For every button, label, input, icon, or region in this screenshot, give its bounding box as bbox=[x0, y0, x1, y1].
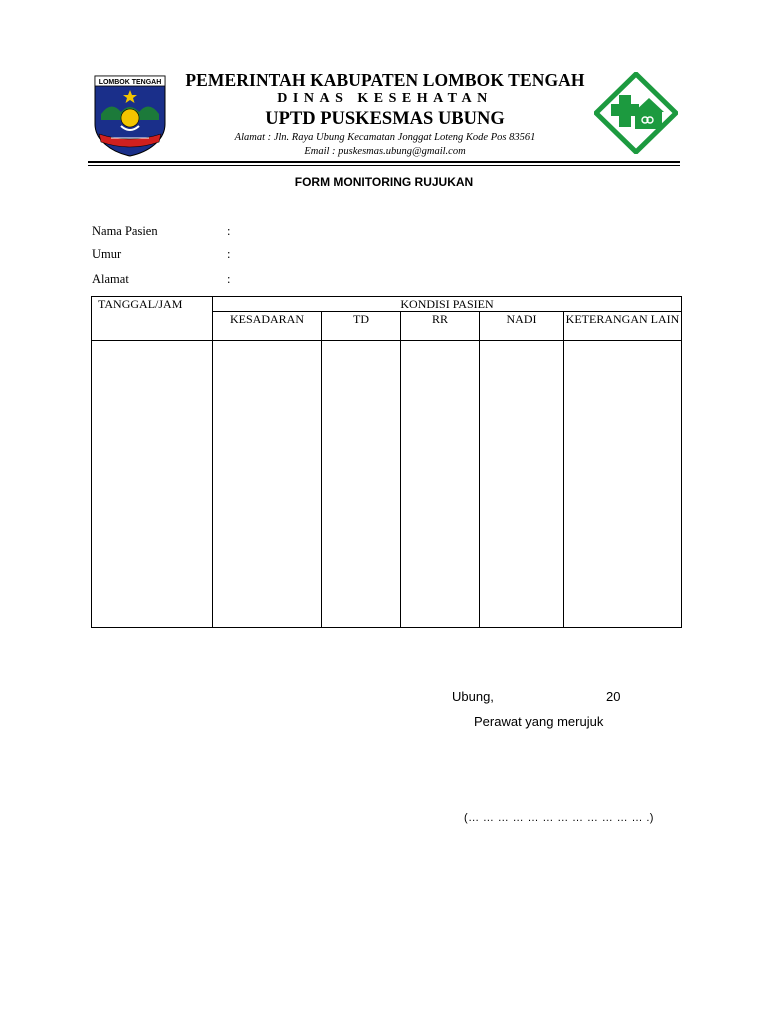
field-label: Alamat bbox=[92, 272, 129, 286]
field-age bbox=[92, 247, 231, 262]
form-title: FORM MONITORING RUJUKAN bbox=[294, 175, 474, 189]
field-colon: : bbox=[227, 272, 231, 286]
header-rule-thick bbox=[88, 161, 680, 163]
signature-role: Perawat yang merujuk bbox=[474, 714, 604, 729]
header-institution: UPTD PUSKESMAS UBUNG bbox=[265, 109, 505, 129]
puskesmas-logo bbox=[594, 72, 678, 154]
signature-name-placeholder: (… … … … … … … … … … … … .) bbox=[464, 812, 654, 824]
field-patient-name bbox=[92, 224, 231, 239]
header-td: TD bbox=[322, 312, 401, 341]
header-department: DINAS KESEHATAN bbox=[277, 91, 493, 106]
cell-consciousness[interactable] bbox=[213, 341, 322, 628]
field-colon: : bbox=[227, 224, 231, 238]
cell-date-time[interactable] bbox=[92, 341, 213, 628]
header-address: Alamat : Jln. Raya Ubung Kecamatan Jonggat Loteng Kode Pos 83561 bbox=[234, 132, 536, 143]
table-row bbox=[92, 341, 682, 628]
lombok-tengah-emblem bbox=[91, 74, 169, 158]
emblem-text: LOMBOK TENGAH bbox=[98, 79, 162, 86]
monitoring-table bbox=[91, 296, 682, 628]
signature-year: 20 bbox=[606, 689, 621, 704]
header-consciousness: KESADARAN bbox=[213, 312, 322, 341]
cell-rr[interactable] bbox=[401, 341, 480, 628]
header-government: PEMERINTAH KABUPATEN LOMBOK TENGAH bbox=[185, 70, 585, 90]
field-label: Nama Pasien bbox=[92, 224, 158, 238]
header-patient-condition: KONDISI PASIEN bbox=[213, 297, 682, 312]
header-pulse: NADI bbox=[480, 312, 564, 341]
cell-other-notes[interactable] bbox=[564, 341, 682, 628]
cell-td[interactable] bbox=[322, 341, 401, 628]
field-address bbox=[92, 272, 231, 287]
field-label: Umur bbox=[92, 247, 122, 261]
header-other-notes: KETERANGAN LAIN bbox=[564, 312, 682, 341]
header-rule-thin bbox=[88, 165, 680, 166]
field-colon: : bbox=[227, 247, 231, 261]
header-email: Email : puskesmas.ubung@gmail.com bbox=[304, 146, 466, 157]
cell-pulse[interactable] bbox=[480, 341, 564, 628]
header-date-time: TANGGAL/JAM bbox=[92, 297, 213, 341]
signature-place: Ubung, bbox=[452, 689, 494, 704]
header-rr: RR bbox=[401, 312, 480, 341]
